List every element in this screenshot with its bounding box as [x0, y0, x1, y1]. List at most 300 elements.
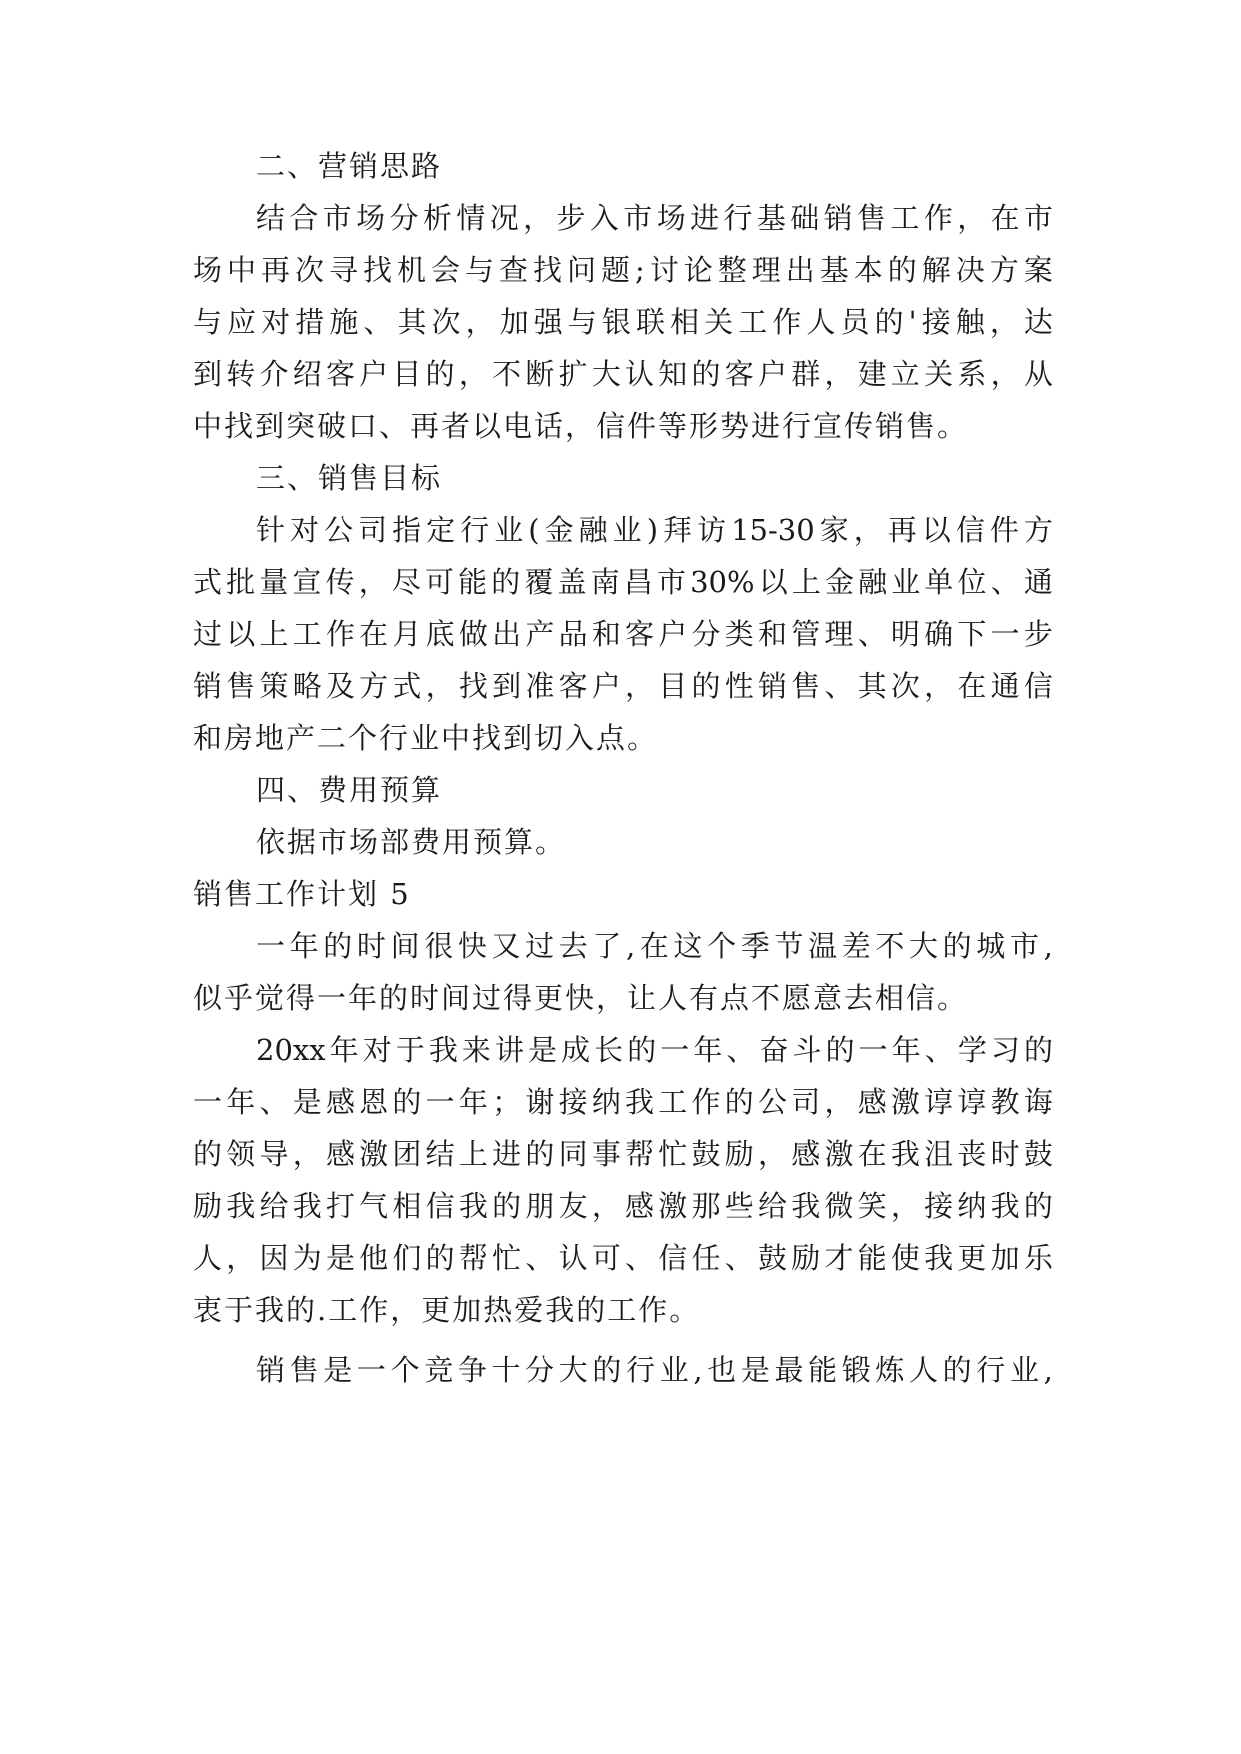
text-glyph: 方 — [359, 669, 389, 703]
text-glyph: 使 — [890, 1241, 920, 1275]
text-glyph: 步 — [1023, 617, 1053, 651]
paragraph-line: 衷于我的.工作，更加热爱我的工作。 — [193, 1293, 701, 1327]
text-glyph: 准 — [525, 669, 555, 703]
text-glyph: 接 — [921, 305, 951, 339]
text-glyph: ; — [635, 253, 645, 287]
heading-marketing-approach: 二、营销思路 — [256, 149, 443, 183]
text-glyph: 工 — [738, 305, 768, 339]
text-glyph: 次 — [431, 305, 461, 339]
text-glyph: 找 — [363, 253, 393, 287]
text-glyph: 认 — [625, 357, 655, 391]
text-glyph: 出 — [492, 617, 522, 651]
text-glyph: 系 — [957, 357, 987, 391]
text-glyph: 来 — [461, 1033, 491, 1067]
text-glyph: ， — [989, 305, 1019, 339]
text-glyph: 基 — [756, 201, 786, 235]
text-glyph: 作 — [772, 305, 802, 339]
text-glyph: 、 — [625, 1241, 655, 1275]
text-glyph: 对 — [261, 305, 291, 339]
text-glyph: 30% — [690, 565, 755, 599]
paragraph-line — [256, 512, 1053, 548]
text-glyph: 我 — [458, 1189, 488, 1223]
heading-budget: 四、费用预算 — [256, 773, 443, 807]
text-glyph: 纳 — [957, 1189, 987, 1223]
text-glyph: 季 — [740, 929, 770, 963]
text-glyph: 方 — [989, 253, 1019, 287]
text-glyph: 施 — [329, 305, 359, 339]
text-glyph: 的 — [425, 357, 455, 391]
text-glyph: 信 — [658, 1241, 688, 1275]
text-glyph: 市 — [1009, 929, 1039, 963]
text-glyph: 通 — [1023, 565, 1053, 599]
text-glyph: 学 — [957, 1033, 987, 1067]
text-glyph: 年 — [891, 1033, 921, 1067]
text-glyph: 合 — [289, 201, 319, 235]
text-glyph: 的 — [491, 565, 521, 599]
text-glyph: 售 — [857, 201, 887, 235]
text-glyph: 找 — [458, 669, 488, 703]
text-glyph: 及 — [325, 669, 355, 703]
text-glyph: 对 — [362, 1033, 392, 1067]
text-glyph: 户 — [658, 617, 688, 651]
text-glyph: ， — [523, 201, 553, 235]
text-glyph: 行 — [460, 513, 490, 547]
text-glyph: 感 — [857, 1085, 887, 1119]
text-glyph: 鼓 — [1023, 1137, 1053, 1171]
text-glyph: 售 — [791, 669, 821, 703]
paragraph-line — [193, 252, 1053, 288]
text-glyph: 户 — [757, 357, 787, 391]
text-glyph: 的 — [691, 357, 721, 391]
text-glyph: 激 — [359, 1137, 389, 1171]
paragraph-line — [193, 564, 1053, 600]
text-glyph: 找 — [533, 253, 563, 287]
text-glyph: 的 — [425, 1241, 455, 1275]
text-glyph: 、 — [857, 617, 887, 651]
text-glyph: 融 — [858, 565, 888, 599]
text-glyph: 客 — [724, 357, 754, 391]
text-glyph: 大 — [909, 929, 939, 963]
text-glyph: 销 — [256, 1353, 286, 1387]
text-glyph: 年 — [693, 1033, 723, 1067]
text-glyph: 的 — [627, 1033, 657, 1067]
text-glyph: ， — [990, 357, 1020, 391]
text-glyph: 讲 — [494, 1033, 524, 1067]
paragraph-line — [256, 1352, 1053, 1388]
text-glyph: 确 — [924, 617, 954, 651]
text-glyph: 他 — [359, 1241, 389, 1275]
text-glyph: , — [626, 929, 636, 963]
text-glyph: 明 — [890, 617, 920, 651]
text-glyph: 信 — [955, 513, 985, 547]
text-glyph: 长 — [594, 1033, 624, 1067]
text-glyph: 以 — [226, 617, 256, 651]
text-glyph: 位 — [957, 565, 987, 599]
text-glyph: ， — [757, 1137, 787, 1171]
text-glyph: 上 — [791, 565, 821, 599]
text-glyph: 解 — [921, 253, 951, 287]
text-glyph: 气 — [359, 1189, 389, 1223]
text-glyph: 可 — [591, 1241, 621, 1275]
text-glyph: 大 — [558, 1353, 588, 1387]
text-glyph: 在 — [957, 669, 987, 703]
text-glyph: 任 — [691, 1241, 721, 1275]
text-glyph: 时 — [990, 1137, 1020, 1171]
text-glyph: 于 — [395, 1033, 425, 1067]
text-glyph: 关 — [704, 305, 734, 339]
text-glyph: 略 — [292, 669, 322, 703]
text-glyph: 联 — [636, 305, 666, 339]
text-glyph: 励 — [724, 1137, 754, 1171]
text-glyph: 是 — [292, 1085, 322, 1119]
text-glyph: 与 — [193, 305, 223, 339]
paragraph-line: 似乎觉得一年的时间过得更快，让人有点不愿意去相信。 — [193, 981, 969, 1015]
text-glyph: 打 — [325, 1189, 355, 1223]
text-glyph: 这 — [673, 929, 703, 963]
text-glyph: 市 — [623, 201, 653, 235]
text-glyph: 管 — [791, 617, 821, 651]
text-glyph: 与 — [567, 305, 597, 339]
text-glyph: 行 — [976, 1353, 1006, 1387]
text-glyph: 在 — [857, 1137, 887, 1171]
text-glyph: 微 — [824, 1189, 854, 1223]
text-glyph: 斗 — [792, 1033, 822, 1067]
text-glyph: 的 — [492, 1189, 522, 1223]
text-glyph: 尽 — [391, 565, 421, 599]
text-glyph: 是 — [323, 1353, 353, 1387]
text-glyph: 一 — [425, 1085, 455, 1119]
text-glyph: 在 — [639, 929, 669, 963]
text-glyph: 励 — [193, 1189, 223, 1223]
text-glyph: ， — [425, 669, 455, 703]
text-glyph: 定 — [426, 513, 456, 547]
text-glyph: 过 — [193, 617, 223, 651]
text-glyph: 我 — [292, 1189, 322, 1223]
text-glyph: 产 — [525, 617, 555, 651]
text-glyph: 方 — [1023, 513, 1053, 547]
text-glyph: 业 — [612, 513, 642, 547]
paragraph-line — [193, 356, 1053, 392]
text-glyph: 我 — [990, 1189, 1020, 1223]
text-glyph: 量 — [259, 565, 289, 599]
text-glyph: 工 — [292, 617, 322, 651]
text-glyph: 炼 — [875, 1353, 905, 1387]
text-glyph: 入 — [589, 201, 619, 235]
text-glyph: 业 — [891, 565, 921, 599]
text-glyph: 触 — [955, 305, 985, 339]
text-glyph: 一 — [256, 929, 286, 963]
text-glyph: 些 — [724, 1189, 754, 1223]
text-glyph: 销 — [193, 669, 223, 703]
text-glyph: ' — [908, 305, 917, 339]
text-glyph: 策 — [259, 669, 289, 703]
text-glyph: 同 — [558, 1137, 588, 1171]
paragraph-line: 依据市场部费用预算。 — [256, 825, 567, 859]
text-glyph: 户 — [359, 357, 389, 391]
text-glyph: 场 — [193, 253, 223, 287]
text-glyph: 很 — [424, 929, 454, 963]
text-glyph: 融 — [578, 513, 608, 547]
paragraph-line — [193, 668, 1053, 704]
text-glyph: 年 — [458, 1085, 488, 1119]
text-glyph: 认 — [558, 1241, 588, 1275]
text-glyph: 理 — [751, 253, 781, 287]
text-glyph: 感 — [791, 1137, 821, 1171]
text-glyph: 次 — [890, 669, 920, 703]
text-glyph: 寻 — [329, 253, 359, 287]
text-glyph: 销 — [823, 201, 853, 235]
text-glyph: 扩 — [558, 357, 588, 391]
text-glyph: 人 — [806, 305, 836, 339]
text-glyph: 纳 — [591, 1085, 621, 1119]
text-glyph: ， — [591, 1189, 621, 1223]
text-glyph: 批 — [226, 565, 256, 599]
text-glyph: 再 — [887, 513, 917, 547]
text-glyph: 售 — [289, 1353, 319, 1387]
paragraph-line — [256, 200, 1053, 236]
text-glyph: 介 — [259, 357, 289, 391]
text-glyph: 谢 — [525, 1085, 555, 1119]
text-glyph: 一 — [858, 1033, 888, 1067]
text-glyph: ， — [853, 513, 883, 547]
text-glyph: 次 — [295, 253, 325, 287]
text-glyph: 更 — [957, 1241, 987, 1275]
text-glyph: ( — [528, 513, 540, 547]
text-glyph: 结 — [425, 1137, 455, 1171]
text-glyph: 恩 — [359, 1085, 389, 1119]
text-glyph: 能 — [857, 1241, 887, 1275]
text-glyph: 一 — [990, 617, 1020, 651]
text-glyph: 从 — [1023, 357, 1053, 391]
text-glyph: 接 — [558, 1085, 588, 1119]
text-glyph: 拜 — [663, 513, 693, 547]
text-glyph: 一 — [660, 1033, 690, 1067]
paragraph-line — [193, 1188, 1053, 1224]
text-glyph: 沮 — [924, 1137, 954, 1171]
text-glyph: 不 — [875, 929, 905, 963]
paragraph-line: 中找到突破口、再者以电话，信件等形势进行宣传销售。 — [193, 409, 969, 443]
text-glyph: 式 — [193, 565, 223, 599]
text-glyph: 锻 — [841, 1353, 871, 1387]
text-glyph: 人 — [193, 1241, 223, 1275]
text-glyph: 年 — [329, 1033, 359, 1067]
text-glyph: 过 — [525, 929, 555, 963]
text-glyph: 个 — [390, 1353, 420, 1387]
text-glyph: 的 — [1023, 1033, 1053, 1067]
text-glyph: 竞 — [424, 1353, 454, 1387]
text-glyph: 我 — [428, 1033, 458, 1067]
text-glyph: 因 — [259, 1241, 289, 1275]
text-glyph: 情 — [456, 201, 486, 235]
text-glyph: ， — [824, 1085, 854, 1119]
text-glyph: 才 — [824, 1241, 854, 1275]
text-glyph: 场 — [656, 201, 686, 235]
text-glyph: 整 — [717, 253, 747, 287]
text-glyph: 再 — [261, 253, 291, 287]
text-glyph: 目 — [392, 357, 422, 391]
text-glyph: 信 — [425, 1189, 455, 1223]
text-glyph: 的 — [193, 1137, 223, 1171]
text-glyph: 论 — [683, 253, 713, 287]
text-glyph: 丧 — [957, 1137, 987, 1171]
text-glyph: ， — [890, 1189, 920, 1223]
text-glyph: 会 — [431, 253, 461, 287]
text-glyph: 应 — [227, 305, 257, 339]
text-glyph: 大 — [591, 357, 621, 391]
text-glyph: 鼓 — [691, 1137, 721, 1171]
text-glyph: 市 — [656, 565, 686, 599]
text-glyph: 银 — [601, 305, 631, 339]
text-glyph: 通 — [990, 669, 1020, 703]
text-glyph: 强 — [533, 305, 563, 339]
text-glyph: 成 — [561, 1033, 591, 1067]
text-glyph: 相 — [392, 1189, 422, 1223]
paragraph-line — [193, 1136, 1053, 1172]
text-glyph: 况 — [489, 201, 519, 235]
text-glyph: 上 — [458, 1137, 488, 1171]
text-glyph: 、 — [724, 1241, 754, 1275]
text-glyph: 的 — [887, 253, 917, 287]
text-glyph: ， — [358, 565, 388, 599]
text-glyph: 奋 — [759, 1033, 789, 1067]
text-glyph: 的 — [323, 929, 353, 963]
paragraph-line — [193, 304, 1053, 340]
text-glyph: 市 — [1023, 201, 1053, 235]
text-glyph: ； — [492, 1085, 522, 1119]
text-glyph: 绍 — [292, 357, 322, 391]
text-glyph: 工 — [658, 1085, 688, 1119]
text-glyph: 在 — [359, 617, 389, 651]
text-glyph: 客 — [325, 357, 355, 391]
text-glyph: 市 — [322, 201, 352, 235]
text-glyph: 差 — [841, 929, 871, 963]
text-glyph: 查 — [499, 253, 529, 287]
text-glyph: 导 — [259, 1137, 289, 1171]
text-glyph: 品 — [558, 617, 588, 651]
text-glyph: 进 — [690, 201, 720, 235]
text-glyph: 司 — [358, 513, 388, 547]
text-glyph: 激 — [890, 1085, 920, 1119]
text-glyph: 问 — [567, 253, 597, 287]
text-glyph: 昌 — [623, 565, 653, 599]
text-glyph: 销 — [757, 669, 787, 703]
text-glyph: 的 — [525, 1137, 555, 1171]
text-glyph: 激 — [658, 1189, 688, 1223]
text-glyph: 不 — [492, 357, 522, 391]
text-glyph: 场 — [356, 201, 386, 235]
text-glyph: 的 — [942, 1353, 972, 1387]
text-glyph: 激 — [824, 1137, 854, 1171]
text-glyph: 月 — [392, 617, 422, 651]
text-glyph: 性 — [724, 669, 754, 703]
text-glyph: 目 — [658, 669, 688, 703]
text-glyph: 加 — [499, 305, 529, 339]
text-glyph: ， — [226, 1241, 256, 1275]
text-glyph: 作 — [691, 1085, 721, 1119]
text-glyph: 件 — [989, 513, 1019, 547]
text-glyph: 的 — [724, 1085, 754, 1119]
text-glyph: 家 — [819, 513, 849, 547]
text-glyph: 鼓 — [757, 1241, 787, 1275]
text-glyph: 员 — [840, 305, 870, 339]
text-glyph: 户 — [591, 669, 621, 703]
text-glyph: 个 — [707, 929, 737, 963]
text-glyph: 谆 — [957, 1085, 987, 1119]
text-glyph: ， — [957, 201, 987, 235]
text-glyph: 司 — [791, 1085, 821, 1119]
text-glyph: 分 — [389, 201, 419, 235]
paragraph-line — [193, 1240, 1053, 1276]
text-glyph: 领 — [226, 1137, 256, 1171]
text-glyph: 达 — [1023, 305, 1053, 339]
text-glyph: 步 — [556, 201, 586, 235]
text-glyph: ) — [646, 513, 659, 547]
text-glyph: 和 — [591, 617, 621, 651]
text-glyph: 群 — [791, 357, 821, 391]
text-glyph: 最 — [774, 1353, 804, 1387]
text-glyph: 也 — [707, 1353, 737, 1387]
text-glyph: 的 — [392, 1085, 422, 1119]
text-glyph: 和 — [757, 617, 787, 651]
text-glyph: 事 — [591, 1137, 621, 1171]
text-glyph: 案 — [1023, 253, 1053, 287]
paragraph-line — [256, 1032, 1053, 1068]
text-glyph: 关 — [924, 357, 954, 391]
text-glyph: 时 — [356, 929, 386, 963]
text-glyph: , — [693, 1353, 703, 1387]
text-glyph: 业 — [1009, 1353, 1039, 1387]
text-glyph: 一 — [193, 1085, 223, 1119]
text-glyph: 做 — [458, 617, 488, 651]
text-glyph: 宣 — [292, 565, 322, 599]
text-glyph: 其 — [857, 669, 887, 703]
text-glyph: 传 — [325, 565, 355, 599]
text-glyph: 类 — [724, 617, 754, 651]
text-glyph: 访 — [697, 513, 727, 547]
text-glyph: 年 — [289, 929, 319, 963]
text-glyph: 理 — [824, 617, 854, 651]
text-glyph: 讨 — [649, 253, 679, 287]
text-glyph: 与 — [465, 253, 495, 287]
text-glyph: 析 — [422, 201, 452, 235]
text-glyph: 以 — [758, 565, 788, 599]
text-glyph: 能 — [458, 565, 488, 599]
text-glyph: 团 — [392, 1137, 422, 1171]
text-glyph: 的 — [874, 305, 904, 339]
text-glyph: 我 — [226, 1189, 256, 1223]
text-glyph: ， — [458, 357, 488, 391]
text-glyph: 接 — [924, 1189, 954, 1223]
text-glyph: 十 — [491, 1353, 521, 1387]
text-glyph: 习 — [990, 1033, 1020, 1067]
text-glyph: 给 — [259, 1189, 289, 1223]
text-glyph: 的 — [592, 1353, 622, 1387]
text-glyph: 覆 — [524, 565, 554, 599]
text-glyph: 忙 — [658, 1137, 688, 1171]
text-glyph: 相 — [670, 305, 700, 339]
text-glyph: 公 — [324, 513, 354, 547]
text-glyph: 帮 — [625, 1137, 655, 1171]
text-glyph: 知 — [658, 357, 688, 391]
text-glyph: 上 — [259, 617, 289, 651]
paragraph-line — [193, 1084, 1053, 1120]
text-glyph: 对 — [290, 513, 320, 547]
text-glyph: 中 — [227, 253, 257, 287]
text-glyph: 行 — [723, 201, 753, 235]
text-glyph: 底 — [425, 617, 455, 651]
text-glyph: 诲 — [1023, 1085, 1053, 1119]
text-glyph: 金 — [824, 565, 854, 599]
